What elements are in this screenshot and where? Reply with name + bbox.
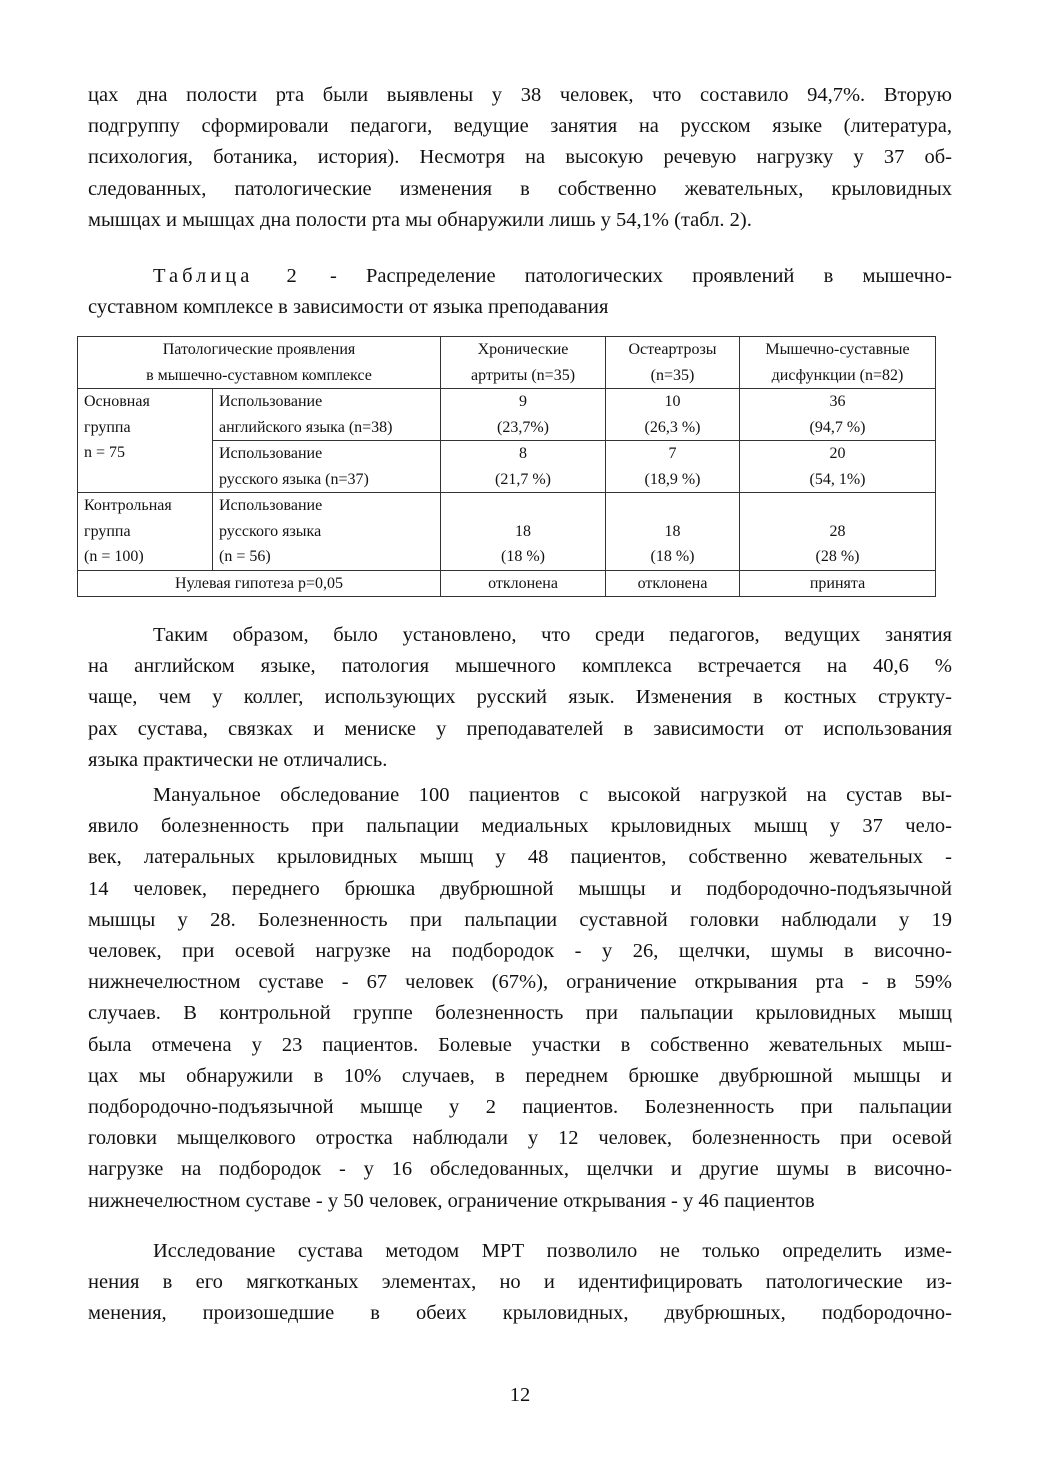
text-line: нения в его мягкотканых элементах, но и идентифицировать патологические из- xyxy=(88,1271,952,1294)
table-cell: 20 (54, 1%) xyxy=(740,441,936,493)
main-group-label: Основная группа n = 75 xyxy=(78,389,213,493)
text-line: мышцах и мышцах дна полости рта мы обнаружили лишь у 54,1% (табл. 2). xyxy=(88,208,752,231)
text-line: век, латеральных крыловидных мышц у 48 пациентов, собственно жевательных - xyxy=(88,846,952,869)
table-cell: 18 (18 %) xyxy=(606,493,740,571)
subgroup-english: Использование английского языка (n=38) xyxy=(213,389,441,441)
text-line: подгруппу сформировали педагоги, ведущие занятия на русском языке (литература, xyxy=(88,115,952,138)
page-number: 12 xyxy=(509,1384,531,1406)
table-row xyxy=(78,493,936,571)
text-line: следованных, патологические изменения в собственно жевательных, крыловидных xyxy=(88,177,952,200)
text-line: была отмечена у 23 пациентов. Болевые участки в собственно жевательных мыш- xyxy=(88,1033,952,1056)
text-line: подбородочно-подъязычной мышце у 2 пациентов. Болезненность при пальпации xyxy=(88,1096,952,1119)
table-cell: 36 (94,7 %) xyxy=(740,389,936,441)
paragraph-2 xyxy=(88,620,952,776)
table-footer-row xyxy=(78,570,936,597)
text-line: на английском языке, патология мышечного комплекса встречается на 40,6 % xyxy=(88,655,952,678)
caption-label: Таблица 2 xyxy=(153,265,301,287)
table-row xyxy=(78,389,936,441)
text-line: случаев. В контрольной группе болезненность при пальпации крыловидных мышц xyxy=(88,1002,952,1025)
text-line: 14 человек, переднего брюшка двубрюшной мышцы и подбородочно-подъязычной xyxy=(88,877,952,900)
caption-line xyxy=(88,261,952,292)
text-line: Мануальное обследование 100 пациентов с высокой нагрузкой на сустав вы- xyxy=(153,784,952,806)
paragraph-3 xyxy=(88,780,952,1217)
text-line: менения, произошедшие в обеих крыловидных, двубрюшных, подбородочно- xyxy=(88,1302,952,1325)
table-cell: отклонена xyxy=(606,570,740,597)
text-line: головки мыщелкового отростка наблюдали у 12 человек, болезненность при осевой xyxy=(88,1127,952,1150)
table-cell: отклонена xyxy=(441,570,606,597)
caption-title-part: - Распределение патологических проявлений в мышечно- xyxy=(300,265,952,287)
table-cell: 8 (21,7 %) xyxy=(441,441,606,493)
table-cell: принята xyxy=(740,570,936,597)
table-cell: 7 (18,9 %) xyxy=(606,441,740,493)
text-line: явило болезненность при пальпации медиальных крыловидных мышц у 37 чело- xyxy=(88,815,952,838)
header-osteoarthrosis: Остеартрозы (n=35) xyxy=(606,337,740,389)
header-manifestations: Патологические проявления в мышечно-суставном комплексе xyxy=(78,337,441,389)
table-caption xyxy=(88,261,952,323)
text-line: рах сустава, связках и мениске у преподавателей в зависимости от использования xyxy=(88,717,952,740)
text-line: мышцы у 28. Болезненность при пальпации суставной головки наблюдали у 19 xyxy=(88,908,952,931)
text-line: нагрузке на подбородок - у 16 обследованных, щелчки и другие шумы в височно- xyxy=(88,1158,952,1181)
table-cell: 9 (23,7%) xyxy=(441,389,606,441)
text-line: психология, ботаника, история). Несмотря на высокую речевую нагрузку у 37 об- xyxy=(88,146,952,169)
text-line: нижнечелюстном суставе - у 50 человек, ограничение открывания - у 46 пациентов xyxy=(88,1189,815,1212)
subgroup-russian: Использование русского языка (n=37) xyxy=(213,441,441,493)
table-header-row xyxy=(78,337,936,389)
header-arthritis: Хронические артриты (n=35) xyxy=(441,337,606,389)
text-line: Исследование сустава методом МРТ позволило не только определить изме- xyxy=(153,1240,952,1262)
paragraph-4 xyxy=(88,1236,952,1330)
text-line: цах дна полости рта были выявлены у 38 человек, что составило 94,7%. Вторую xyxy=(88,84,952,106)
table-cell: 28 (28 %) xyxy=(740,493,936,571)
text-line: нижнечелюстном суставе - 67 человек (67%), ограничение открывания рта - в 59% xyxy=(88,971,952,994)
control-group-label: Контрольная группа (n = 100) xyxy=(78,493,213,571)
text-line: языка практически не отличались. xyxy=(88,748,388,771)
data-table xyxy=(77,336,936,597)
text-line: цах мы обнаружили в 10% случаев, в переднем брюшке двубрюшной мышцы и xyxy=(88,1064,952,1087)
table-cell: 10 (26,3 %) xyxy=(606,389,740,441)
header-dysfunction: Мышечно-суставные дисфункции (n=82) xyxy=(740,337,936,389)
text-line: чаще, чем у коллег, использующих русский язык. Изменения в костных структу- xyxy=(88,686,952,709)
text-line: человек, при осевой нагрузке на подбородок - у 26, щелчки, шумы в височно- xyxy=(88,940,952,963)
caption-line: суставном комплексе в зависимости от языка преподавания xyxy=(88,296,609,319)
paragraph-1 xyxy=(88,80,952,236)
subgroup-control-russian: Использование русского языка (n = 56) xyxy=(213,493,441,571)
table-cell: 18 (18 %) xyxy=(441,493,606,571)
text-line: Таким образом, было установлено, что среди педагогов, ведущих занятия xyxy=(153,624,952,646)
null-hypothesis-label: Нулевая гипотеза р=0,05 xyxy=(78,570,441,597)
